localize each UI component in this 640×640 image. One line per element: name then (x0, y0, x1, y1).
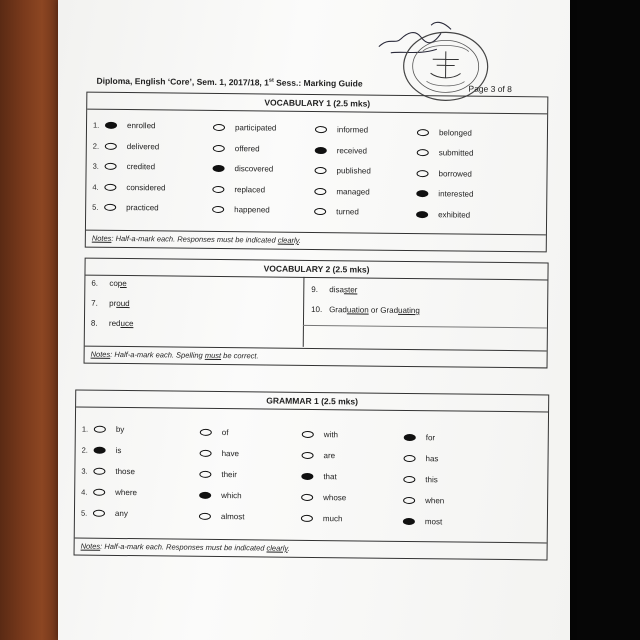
grammar1-q5-option-4 (403, 517, 442, 526)
answer-bubble-filled (213, 165, 225, 172)
answer-bubble-filled (94, 447, 106, 454)
answer-text-part: co (109, 278, 118, 288)
option-label: which (221, 490, 242, 500)
option-label: managed (336, 187, 370, 197)
answer-text-part: uce (120, 318, 134, 329)
answer-bubble-empty (417, 129, 429, 136)
option-label: turned (336, 207, 359, 217)
option-label: informed (336, 125, 369, 135)
answer-bubble-empty (213, 145, 225, 152)
question-number: 10. (311, 304, 323, 315)
grammar1-q1-option-4 (404, 433, 435, 442)
answer-bubble-empty (200, 449, 212, 456)
vocab1-q5-option-1 (92, 203, 159, 213)
grammar1-q4-option-4 (403, 496, 444, 505)
question-number: 8. (90, 318, 98, 328)
grammar1-q1-option-3 (302, 430, 338, 439)
answer-bubble-empty (302, 431, 314, 438)
option-label: borrowed (438, 168, 472, 179)
answer-bubble-empty (417, 170, 429, 177)
answer-text-part: ster (343, 285, 358, 295)
vocab1-q5-option-4 (416, 210, 470, 220)
dark-background (568, 0, 640, 640)
grammar-1-notes: Notes: Half-a-mark each. Responses must be indicated clearly. (75, 538, 547, 560)
answer-bubble-empty (93, 468, 105, 475)
option-label: belonged (438, 127, 472, 138)
answer-bubble-empty (315, 126, 327, 133)
option-label: is (115, 445, 122, 455)
option-label: have (221, 448, 240, 458)
option-label: almost (220, 511, 245, 521)
answer-bubble-empty (105, 142, 117, 149)
answer-bubble-empty (417, 149, 429, 156)
option-label: delivered (126, 141, 160, 151)
answer-text-part: Grad (329, 305, 347, 315)
vocab1-q5-option-3 (314, 207, 359, 216)
column-divider (303, 277, 305, 347)
option-label: has (425, 453, 439, 464)
option-label: that (323, 472, 337, 482)
marking-guide-page (58, 0, 570, 640)
vocab1-q1-option-2 (213, 123, 276, 133)
vocab1-q3-option-1 (93, 162, 156, 172)
question-number: 2. (92, 141, 100, 151)
answer-bubble-empty (94, 426, 106, 433)
vocabulary-1-notes: Notes: Half-a-mark each. Responses must be indicated clearly. (86, 230, 546, 252)
option-label: happened (234, 205, 270, 215)
option-label: offered (234, 143, 260, 154)
option-label: their (221, 469, 237, 479)
grammar1-q3-option-4 (403, 475, 438, 484)
vocab1-q4-option-4 (416, 189, 473, 199)
question-number: 4. (81, 487, 88, 497)
option-label: credited (126, 162, 156, 172)
answer-bubble-empty (301, 494, 313, 501)
grammar1-q5-option-3 (301, 514, 343, 523)
grammar-1-section (74, 390, 550, 561)
grammar1-q2-option-3 (302, 451, 336, 460)
vocab1-q3-option-3 (315, 166, 371, 176)
option-label: those (115, 466, 136, 477)
option-label: of (221, 427, 229, 437)
answer-bubble-filled (315, 147, 327, 154)
grammar1-q1-option-2 (200, 427, 229, 436)
vocab1-q2-option-1 (93, 141, 160, 151)
option-label: submitted (438, 148, 474, 158)
option-label: practiced (126, 203, 159, 213)
answer-bubble-filled (416, 211, 428, 218)
question-number: 5. (80, 508, 88, 518)
option-label: interested (438, 189, 474, 199)
vocab1-q2-option-4 (417, 148, 474, 158)
document-header: Diploma, English ‘Core’, Sem. 1, 2017/18, 1st Sess.: Marking Guide (96, 75, 363, 89)
option-label: with (323, 430, 339, 440)
vocab1-q2-option-3 (315, 146, 367, 156)
question-number: 1. (81, 424, 89, 434)
question-number: 9. (311, 284, 319, 295)
question-number: 6. (91, 278, 99, 288)
option-label: any (114, 508, 128, 519)
answer-bubble-empty (302, 452, 314, 459)
vocab1-q5-option-2 (212, 205, 270, 215)
vocab1-q1-option-4 (417, 128, 472, 138)
vocab1-q3-option-2 (213, 164, 274, 174)
option-label: this (425, 474, 438, 485)
answer-text-part: pr (109, 298, 117, 308)
grammar-1-title: GRAMMAR 1 (2.5 mks) (76, 391, 548, 413)
grammar1-q3-option-1 (81, 467, 135, 477)
answer-bubble-filled (416, 190, 428, 197)
option-label: for (425, 432, 436, 443)
answer-bubble-empty (212, 206, 224, 213)
answer-bubble-empty (314, 188, 326, 195)
answer-text-part: pe (117, 278, 127, 289)
option-label: where (115, 487, 138, 498)
answer-text-part: red (108, 318, 121, 328)
row-divider (303, 325, 547, 329)
grammar1-q2-option-2 (200, 448, 239, 457)
grammar1-q4-option-3 (301, 493, 346, 502)
vocab2-answer-10 (311, 305, 420, 315)
answer-bubble-empty (403, 497, 415, 504)
question-number: 5. (92, 202, 99, 212)
vocab2-answer-9 (311, 285, 357, 294)
vocabulary-2-notes: Notes: Half-a-mark each. Spelling must be correct. (85, 346, 547, 368)
answer-text-part: oud (116, 298, 130, 309)
vocab2-answer-8 (91, 319, 134, 328)
vocab1-q4-option-3 (314, 187, 369, 197)
question-number: 1. (92, 120, 100, 130)
grammar1-q5-option-2 (199, 511, 245, 520)
grammar1-q2-option-1 (82, 446, 122, 455)
answer-bubble-empty (403, 476, 415, 483)
option-label: discovered (234, 164, 274, 174)
answer-bubble-empty (93, 489, 105, 496)
answer-bubble-filled (199, 491, 211, 498)
answer-bubble-filled (403, 518, 415, 525)
option-label: participated (234, 123, 277, 133)
vocab1-q1-option-3 (315, 125, 368, 135)
option-label: most (424, 516, 443, 527)
answer-bubble-empty (93, 510, 105, 517)
answer-bubble-empty (199, 512, 211, 519)
answer-text-part: or Grad (368, 305, 399, 315)
option-label: received (336, 146, 368, 156)
vocab1-q4-option-2 (212, 185, 265, 195)
question-number: 3. (81, 466, 88, 476)
grammar1-q5-option-1 (81, 509, 128, 518)
option-label: when (425, 495, 445, 506)
grammar1-q1-option-1 (82, 425, 125, 434)
answer-bubble-empty (315, 167, 327, 174)
answer-bubble-empty (104, 183, 116, 190)
answer-bubble-empty (200, 428, 212, 435)
vocabulary-1-section (85, 92, 549, 253)
option-label: are (323, 451, 336, 461)
vocab1-q4-option-1 (92, 182, 165, 192)
answer-bubble-empty (314, 208, 326, 215)
answer-bubble-empty (105, 163, 117, 170)
option-label: exhibited (438, 209, 471, 220)
option-label: published (336, 166, 371, 176)
answer-bubble-empty (199, 470, 211, 477)
grammar1-q4-option-2 (199, 490, 242, 499)
vocab2-answer-6 (91, 279, 126, 288)
grammar1-q3-option-2 (199, 469, 237, 478)
option-label: by (115, 424, 125, 435)
answer-bubble-empty (213, 124, 225, 131)
vocabulary-2-section (84, 258, 549, 369)
answer-bubble-filled (105, 122, 117, 129)
answer-bubble-empty (104, 204, 116, 211)
vocabulary-1-title: VOCABULARY 1 (2.5 mks) (87, 93, 547, 115)
grammar1-q3-option-3 (301, 472, 336, 481)
page-number: Page 3 of 8 (468, 83, 512, 95)
vocab1-q3-option-4 (416, 169, 471, 179)
question-number: 2. (81, 445, 88, 455)
answer-text-part: disa (329, 285, 345, 295)
vocab1-q1-option-1 (93, 121, 156, 131)
option-label: much (322, 514, 343, 524)
option-label: replaced (234, 184, 266, 195)
answer-bubble-empty (301, 515, 313, 522)
vocab2-answer-7 (91, 299, 130, 308)
answer-bubble-filled (404, 434, 416, 441)
grammar1-q4-option-1 (81, 488, 137, 498)
question-number: 4. (92, 182, 99, 192)
wooden-desk-edge (0, 0, 60, 640)
question-number: 3. (92, 161, 99, 171)
answer-bubble-empty (404, 455, 416, 462)
vocab1-q2-option-2 (213, 144, 260, 153)
grammar1-q2-option-4 (404, 454, 439, 463)
answer-text-part: uating (397, 305, 420, 316)
answer-bubble-filled (301, 473, 313, 480)
option-label: whose (323, 493, 347, 503)
option-label: enrolled (126, 121, 156, 131)
vocabulary-2-title: VOCABULARY 2 (2.5 mks) (85, 259, 547, 281)
option-label: considered (126, 182, 166, 192)
answer-text-part: uation (346, 305, 369, 315)
answer-bubble-empty (212, 186, 224, 193)
question-number: 7. (91, 298, 98, 308)
